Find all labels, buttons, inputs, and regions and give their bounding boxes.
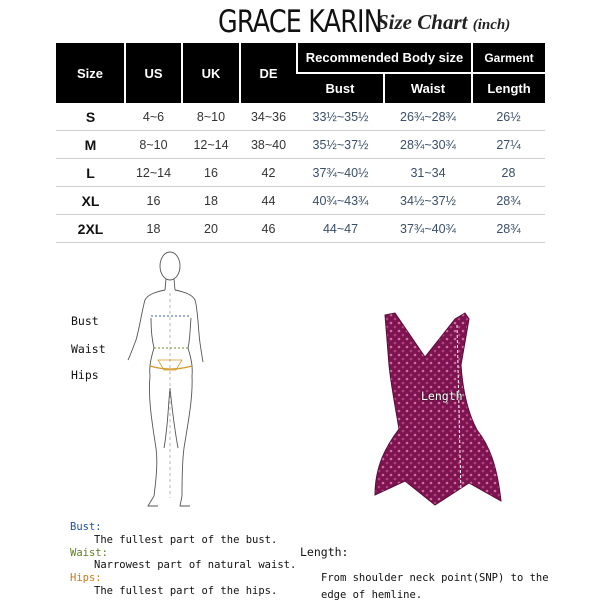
cell-uk: 20 (182, 215, 240, 243)
table-row (56, 103, 545, 131)
cell-bust: 37¾~40½ (297, 159, 384, 187)
figure-label-bust: Bust (71, 314, 99, 328)
cell-us: 4~6 (125, 103, 182, 131)
cell-length: 27¼ (472, 131, 545, 159)
cell-length: 28 (472, 159, 545, 187)
cell-us: 8~10 (125, 131, 182, 159)
cell-us: 12~14 (125, 159, 182, 187)
cell-waist: 37¾~40¾ (384, 215, 472, 243)
cell-waist: 34½~37½ (384, 187, 472, 215)
header-uk: UK (182, 43, 240, 103)
cell-size: XL (56, 187, 125, 215)
cell-de: 42 (240, 159, 297, 187)
cell-uk: 12~14 (182, 131, 240, 159)
cell-waist: 28¾~30¾ (384, 131, 472, 159)
note-length-key: Length: (300, 545, 349, 559)
garment-length-label: Length (421, 389, 463, 403)
table-row (56, 131, 545, 159)
cell-de: 46 (240, 215, 297, 243)
cell-uk: 18 (182, 187, 240, 215)
table-row (56, 159, 545, 187)
chart-title (377, 10, 510, 35)
header-us: US (125, 43, 182, 103)
header-recommended-body-size: Recommended Body size (297, 43, 472, 73)
cell-bust: 35½~37½ (297, 131, 384, 159)
note-length-desc: From shoulder neck point(SNP) to the edge of hemline. (321, 572, 549, 601)
header-bust: Bust (297, 73, 384, 103)
table-row (56, 215, 545, 243)
body-figure-illustration (118, 248, 208, 513)
cell-length: 28¾ (472, 187, 545, 215)
cell-uk: 8~10 (182, 103, 240, 131)
note-hips-key: Hips: (70, 572, 102, 585)
figure-label-hips: Hips (71, 368, 99, 382)
note-waist-key: Waist: (70, 546, 108, 559)
cell-bust: 44~47 (297, 215, 384, 243)
cell-length: 26½ (472, 103, 545, 131)
cell-de: 34~36 (240, 103, 297, 131)
garment-photo (365, 305, 505, 520)
cell-size: L (56, 159, 125, 187)
cell-us: 16 (125, 187, 182, 215)
brand-logo: GRACE KARIN (218, 4, 382, 40)
cell-bust: 40¾~43¾ (297, 187, 384, 215)
cell-bust: 33½~35½ (297, 103, 384, 131)
chart-title-unit: (inch) (472, 17, 511, 33)
header-de: DE (240, 43, 297, 103)
cell-length: 28¾ (472, 215, 545, 243)
header-waist: Waist (384, 73, 472, 103)
note-waist-desc: Narrowest part of natural waist. (94, 559, 297, 572)
cell-de: 38~40 (240, 131, 297, 159)
header-garment: Garment (472, 43, 545, 73)
cell-waist: 31~34 (384, 159, 472, 187)
note-bust-desc: The fullest part of the bust. (94, 533, 278, 546)
measurement-notes (70, 521, 296, 598)
figure-label-waist: Waist (71, 342, 106, 356)
cell-uk: 16 (182, 159, 240, 187)
cell-us: 18 (125, 215, 182, 243)
chart-title-text: Size Chart (377, 10, 468, 34)
note-bust-key: Bust: (70, 521, 102, 533)
cell-de: 44 (240, 187, 297, 215)
note-hips-desc: The fullest part of the hips. (94, 584, 278, 597)
cell-size: S (56, 103, 125, 131)
cell-size: M (56, 131, 125, 159)
table-row (56, 187, 545, 215)
header (0, 4, 600, 44)
cell-size: 2XL (56, 215, 125, 243)
size-table (56, 43, 545, 243)
header-length: Length (472, 73, 545, 103)
cell-waist: 26¾~28¾ (384, 103, 472, 131)
header-size: Size (56, 43, 125, 103)
